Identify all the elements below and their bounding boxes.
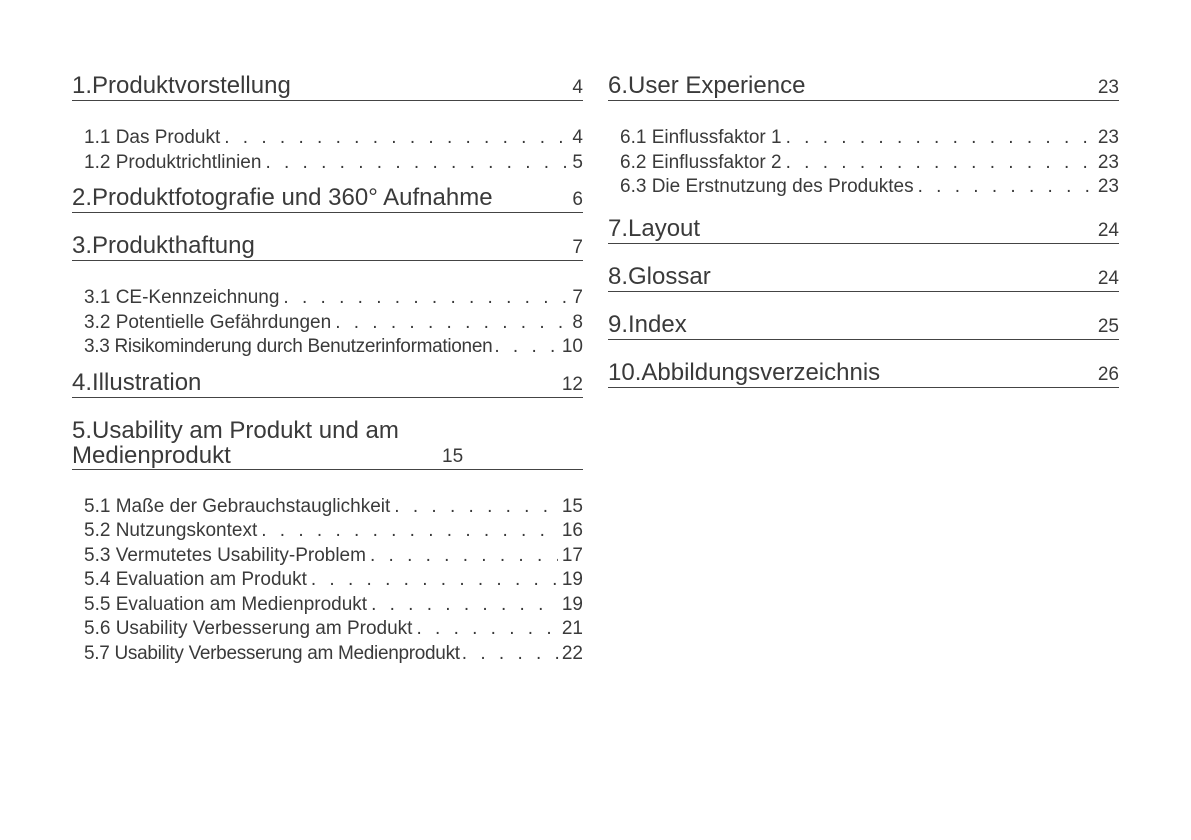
subsection-entry[interactable] <box>620 126 1119 151</box>
subsection-page: 22 <box>561 642 583 664</box>
subsection-list <box>620 126 1119 200</box>
section-title: 8.Glossar <box>608 262 711 290</box>
subsection-page: 17 <box>561 544 583 566</box>
dot-leader <box>224 126 568 151</box>
subsection-entry[interactable] <box>84 544 583 569</box>
subsection-page: 16 <box>561 520 583 541</box>
dot-leader <box>394 495 558 520</box>
section-page: 26 <box>1097 363 1119 385</box>
subsection-page: 5 <box>572 151 583 173</box>
subsection-entry[interactable] <box>84 519 583 544</box>
section-page: 24 <box>1097 267 1119 289</box>
section-title: 9.Index <box>608 310 687 338</box>
section-title: 2.Produktfotografie und 360° Aufnahme <box>72 184 493 211</box>
subsection-title: 6.3 Die Erstnutzung des Produktes <box>620 176 914 197</box>
toc-section <box>608 360 1119 388</box>
dot-leader <box>416 617 557 642</box>
section-heading[interactable] <box>608 264 1119 292</box>
section-heading[interactable] <box>608 216 1119 244</box>
section-heading[interactable] <box>608 360 1119 388</box>
dot-leader <box>462 642 560 667</box>
subsection-title: 5.5 Evaluation am Medienprodukt <box>84 593 368 615</box>
section-heading[interactable] <box>608 312 1119 340</box>
section-title: 5.Usability am Produkt und am Medienprodukt <box>72 416 399 469</box>
dot-leader <box>494 335 560 360</box>
dot-leader <box>786 151 1094 176</box>
section-title: 1.Produktvorstellung <box>72 72 291 99</box>
section-page: 12 <box>561 373 583 395</box>
subsection-entry[interactable] <box>84 335 583 360</box>
dot-leader <box>370 544 558 569</box>
section-page: 7 <box>572 237 583 258</box>
section-heading[interactable] <box>72 73 583 101</box>
subsection-entry[interactable] <box>620 175 1119 200</box>
toc-section <box>608 312 1119 340</box>
subsection-title: 5.6 Usability Verbesserung am Produkt <box>84 618 413 639</box>
subsection-page: 15 <box>561 495 583 517</box>
toc-section <box>608 264 1119 292</box>
subsection-page: 23 <box>1097 127 1119 148</box>
section-page: 6 <box>572 189 583 210</box>
section-page: 25 <box>1097 315 1119 337</box>
subsection-page: 19 <box>561 593 583 615</box>
section-page: 24 <box>1097 219 1119 241</box>
subsection-title: 1.2 Produktrichtlinien <box>84 151 262 173</box>
dot-leader <box>265 151 568 176</box>
section-title: 4.Illustration <box>72 368 202 396</box>
subsection-entry[interactable] <box>620 151 1119 176</box>
subsection-title: 5.1 Maße der Gebrauchstauglichkeit <box>84 495 391 517</box>
subsection-title: 3.1 CE-Kennzeichnung <box>84 287 280 308</box>
toc-section <box>72 233 583 360</box>
toc-section <box>608 216 1119 244</box>
toc-section <box>72 370 583 398</box>
subsection-entry[interactable] <box>84 151 583 176</box>
subsection-entry[interactable] <box>84 126 583 151</box>
subsection-list <box>84 126 583 175</box>
subsection-title: 6.1 Einflussfaktor 1 <box>620 127 782 148</box>
subsection-title: 5.4 Evaluation am Produkt <box>84 569 307 590</box>
toc-right-column <box>608 73 1119 388</box>
subsection-page: 23 <box>1097 176 1119 197</box>
section-heading[interactable] <box>72 370 583 398</box>
section-heading[interactable] <box>72 418 583 470</box>
section-heading[interactable] <box>72 185 583 213</box>
section-page: 23 <box>1097 77 1119 98</box>
dot-leader <box>283 286 568 311</box>
section-heading[interactable] <box>72 233 583 261</box>
dot-leader <box>371 593 558 618</box>
toc-section <box>608 73 1119 200</box>
subsection-entry[interactable] <box>84 311 583 336</box>
subsection-entry[interactable] <box>84 642 583 667</box>
dot-leader <box>311 568 558 593</box>
toc-section <box>72 418 583 667</box>
subsection-title: 3.3 Risikominderung durch Benutzerinformationen <box>84 336 493 357</box>
subsection-entry[interactable] <box>84 593 583 618</box>
subsection-page: 4 <box>572 127 583 148</box>
subsection-entry[interactable] <box>84 495 583 520</box>
subsection-page: 8 <box>572 311 583 333</box>
subsection-title: 5.3 Vermutetes Usability-Problem <box>84 544 366 566</box>
section-title: 3.Produkthaftung <box>72 232 255 259</box>
subsection-entry[interactable] <box>84 286 583 311</box>
subsection-title: 5.2 Nutzungskontext <box>84 520 258 541</box>
subsection-page: 7 <box>572 287 583 308</box>
subsection-list <box>84 495 583 667</box>
toc-section <box>72 73 583 175</box>
subsection-page: 19 <box>561 569 583 590</box>
subsection-entry[interactable] <box>84 568 583 593</box>
dot-leader <box>335 311 568 336</box>
dot-leader <box>261 519 558 544</box>
subsection-page: 23 <box>1097 151 1119 173</box>
toc-left-column <box>72 73 583 666</box>
section-title: 10.Abbildungsverzeichnis <box>608 358 881 386</box>
subsection-list <box>84 286 583 360</box>
subsection-entry[interactable] <box>84 617 583 642</box>
section-title: 7.Layout <box>608 214 701 242</box>
section-title: 6.User Experience <box>608 72 806 99</box>
dot-leader <box>786 126 1094 151</box>
dot-leader <box>918 175 1094 200</box>
subsection-title: 1.1 Das Produkt <box>84 127 221 148</box>
section-page: 4 <box>572 77 583 98</box>
subsection-title: 3.2 Potentielle Gefährdungen <box>84 311 332 333</box>
subsection-page: 10 <box>561 336 583 357</box>
section-page: 15 <box>442 445 464 467</box>
section-heading[interactable] <box>608 73 1119 101</box>
subsection-page: 21 <box>561 618 583 639</box>
toc-section <box>72 185 583 213</box>
subsection-title: 6.2 Einflussfaktor 2 <box>620 151 782 173</box>
subsection-title: 5.7 Usability Verbesserung am Medienprodukt <box>84 642 460 664</box>
